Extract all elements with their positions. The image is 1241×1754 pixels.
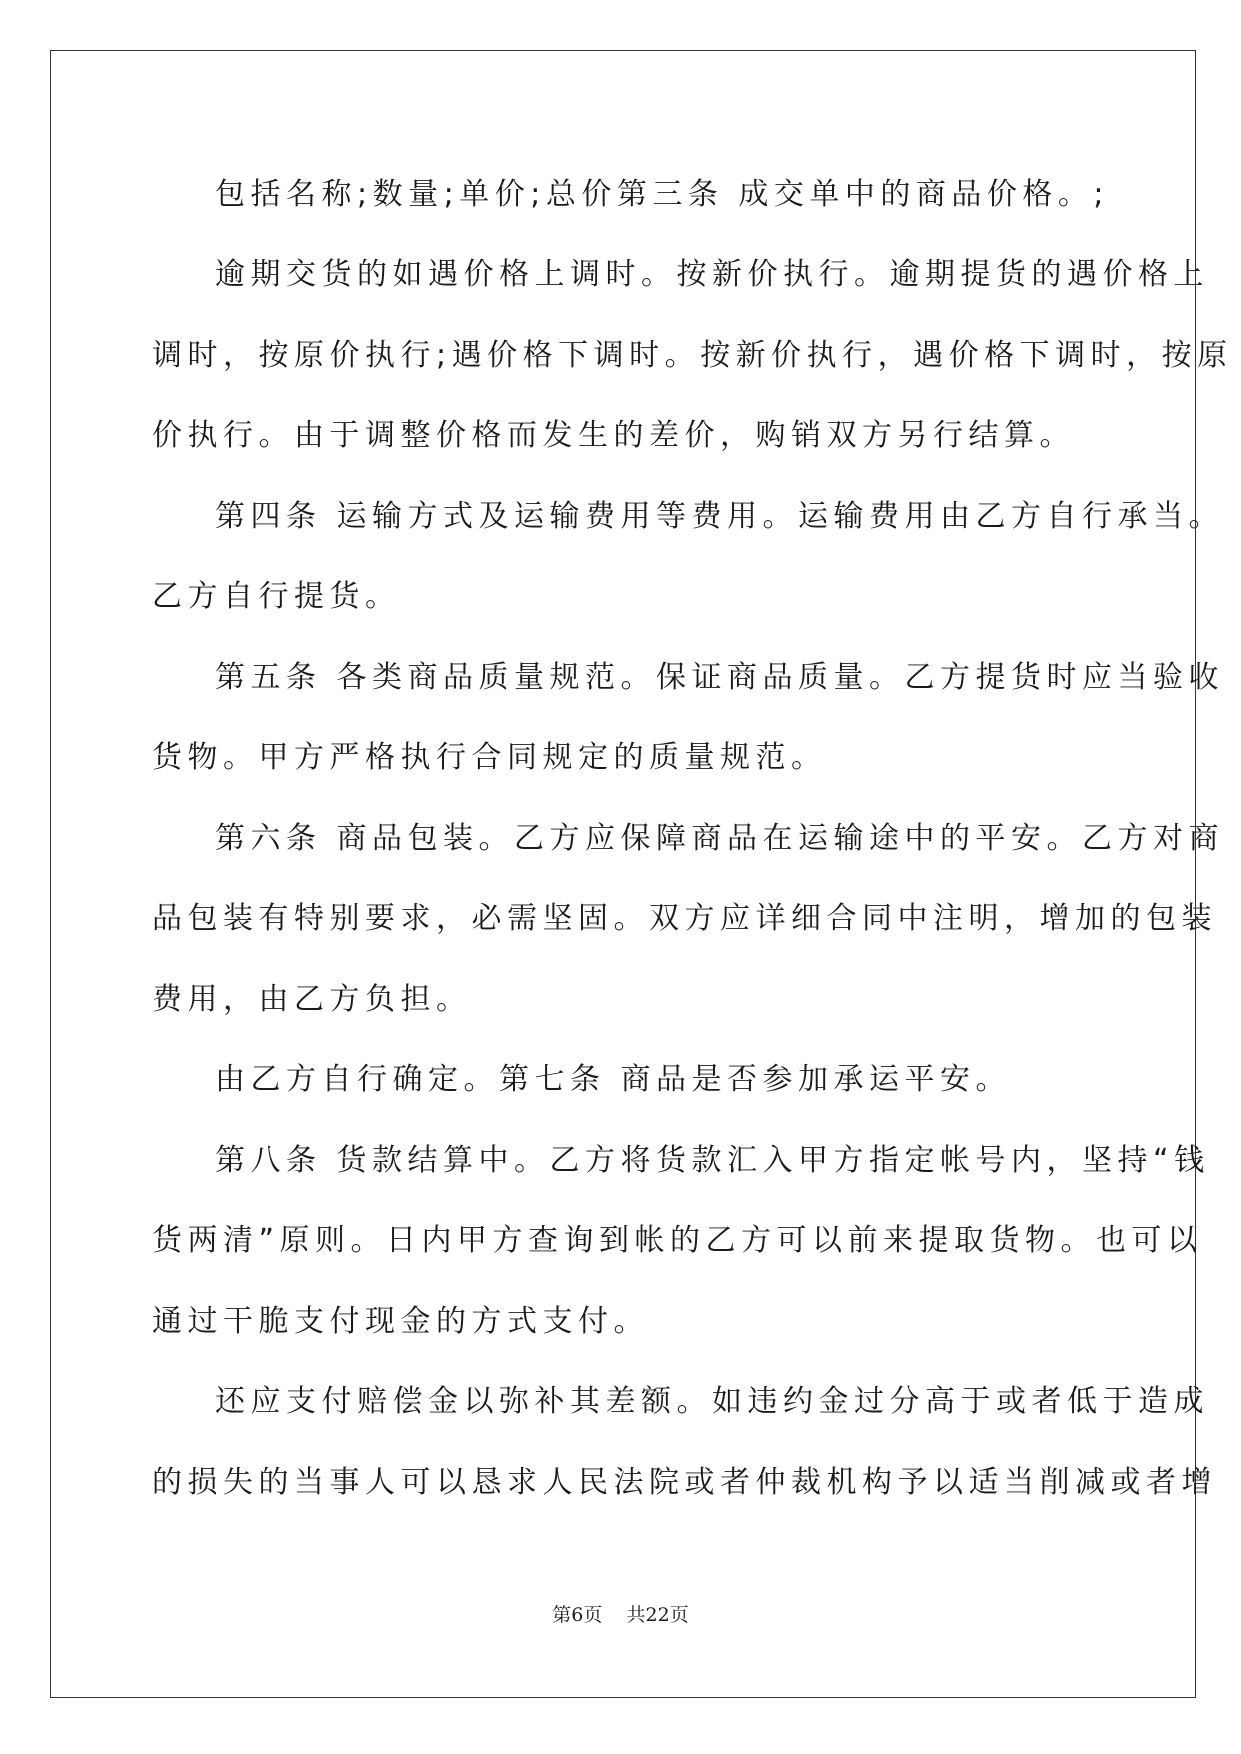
- text-line: 货物。甲方严格执行合同规定的质量规范。: [152, 740, 827, 775]
- text-line: 货两清”原则。日内甲方查询到帐的乙方可以前来提取货物。也可以: [152, 1223, 1203, 1258]
- text-line: 调时，按原价执行;遇价格下调时。按新价执行，遇价格下调时，按原: [152, 338, 1233, 373]
- page-number: 第6页 共22页: [552, 1604, 689, 1626]
- text-line: 品包装有特别要求，必需坚固。双方应详细合同中注明，增加的包装: [152, 901, 1217, 936]
- page-footer: [0, 1603, 1241, 1627]
- text-line: 第六条 商品包装。乙方应保障商品在运输途中的平安。乙方对商: [215, 821, 1225, 856]
- text-line: 乙方自行提货。: [152, 579, 401, 614]
- text-line: 第四条 运输方式及运输费用等费用。运输费用由乙方自行承当。: [215, 499, 1225, 534]
- text-line: 价执行。由于调整价格而发生的差价，购销双方另行结算。: [152, 418, 1075, 453]
- text-line: 第五条 各类商品质量规范。保证商品质量。乙方提货时应当验收: [215, 660, 1225, 695]
- text-line: 包括名称;数量;单价;总价第三条 成交单中的商品价格。;: [215, 177, 1109, 212]
- text-line: 费用，由乙方负担。: [152, 982, 472, 1017]
- page-border: [50, 50, 1196, 1698]
- text-line: 由乙方自行确定。第七条 商品是否参加承运平安。: [215, 1062, 1012, 1097]
- text-line: 的损失的当事人可以恳求人民法院或者仲裁机构予以适当削减或者增: [152, 1465, 1217, 1500]
- text-line: 第八条 货款结算中。乙方将货款汇入甲方指定帐号内，坚持“钱: [215, 1143, 1210, 1178]
- text-line: 逾期交货的如遇价格上调时。按新价执行。逾期提货的遇价格上: [215, 257, 1209, 292]
- text-line: 通过干脆支付现金的方式支付。: [152, 1304, 649, 1339]
- text-line: 还应支付赔偿金以弥补其差额。如违约金过分高于或者低于造成: [215, 1384, 1209, 1419]
